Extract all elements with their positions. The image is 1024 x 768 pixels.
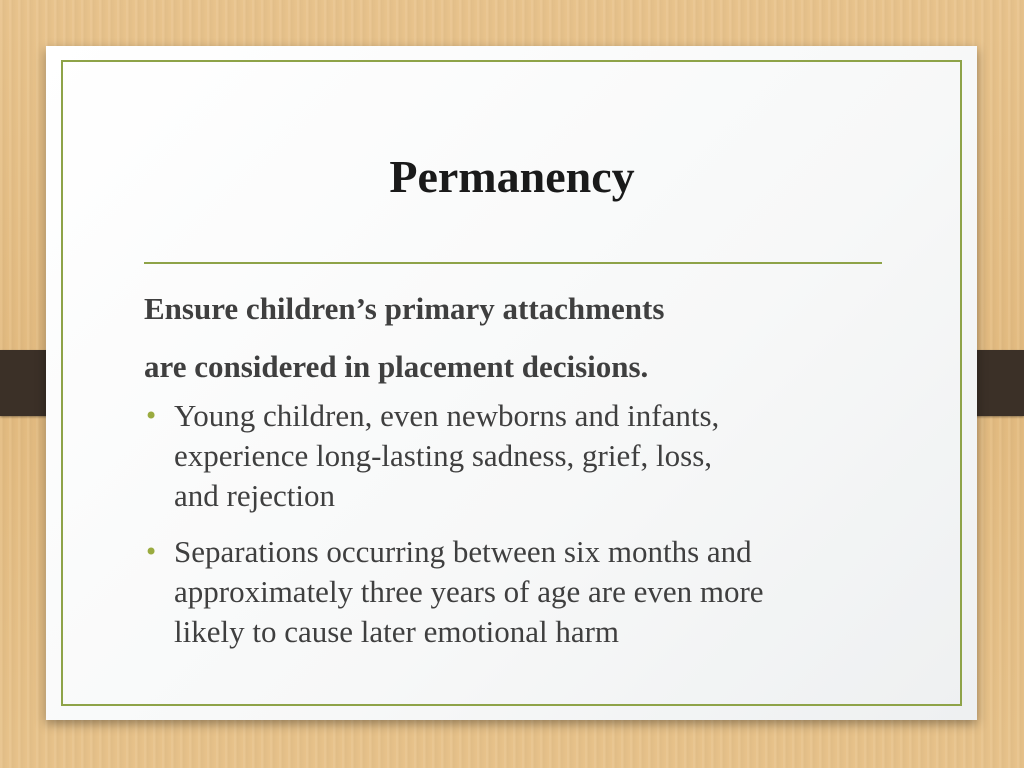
lead-text-2: are considered in placement decisions. [144, 349, 649, 384]
bullet-line: Young children, even newborns and infants, [174, 398, 720, 433]
bullet-item [144, 396, 904, 516]
bullet-line: Separations occurring between six months and [174, 534, 752, 569]
bullet-line: and rejection [174, 478, 335, 513]
slide-content [144, 280, 904, 652]
lead-text-1: Ensure children’s primary attachments [144, 291, 665, 326]
bullet-line: experience long-lasting sadness, grief, loss, [174, 438, 713, 473]
bullet-dot-icon: • [144, 402, 159, 430]
bullet-line: approximately three years of age are even more [174, 574, 764, 609]
slide-title: Permanency [389, 151, 635, 202]
bullet-item [144, 532, 904, 652]
bullet-list [144, 396, 904, 652]
lead-line [144, 280, 904, 396]
title-divider [144, 262, 882, 264]
bullet-dot-icon: • [144, 538, 159, 566]
bullet-line: likely to cause later emotional harm [174, 614, 620, 649]
